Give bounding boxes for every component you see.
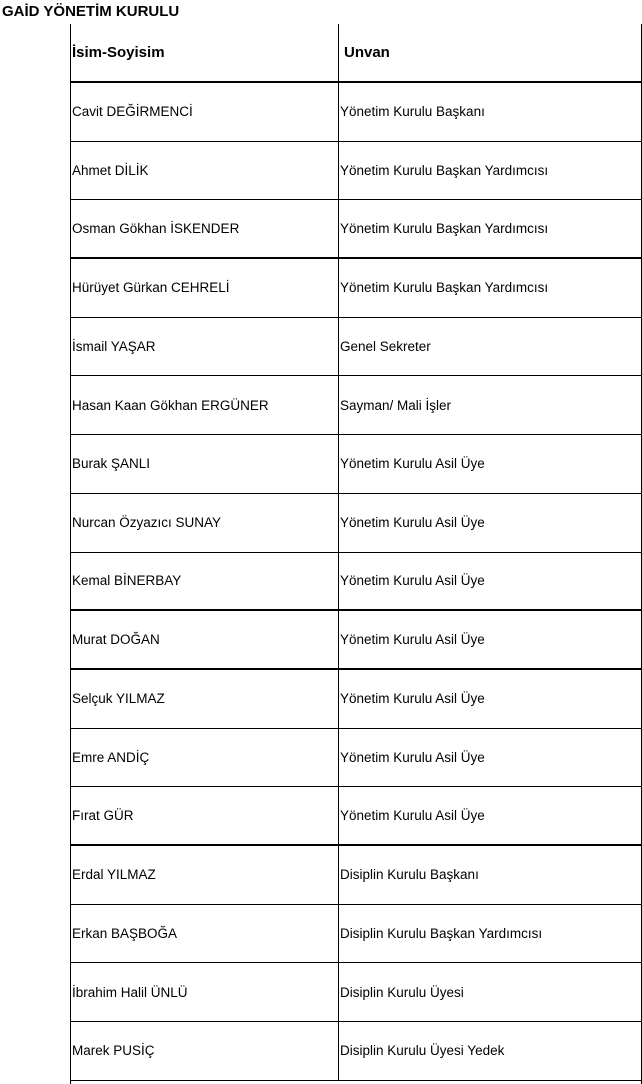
member-title: Yönetim Kurulu Asil Üye	[340, 691, 485, 707]
member-name: İsmail YAŞAR	[72, 339, 156, 355]
member-title: Disiplin Kurulu Başkanı	[340, 867, 479, 883]
column-divider	[338, 670, 339, 728]
table-row	[71, 376, 642, 435]
document-title: GAİD YÖNETİM KURULU	[2, 3, 180, 20]
member-title: Disiplin Kurulu Üyesi Yedek	[340, 1043, 505, 1059]
member-title: Yönetim Kurulu Başkanı	[340, 104, 485, 120]
table-row	[71, 729, 642, 788]
table-row	[71, 200, 642, 259]
member-name: Fırat GÜR	[72, 808, 134, 824]
column-divider	[338, 729, 339, 787]
column-divider	[338, 494, 339, 552]
table-row	[71, 670, 642, 729]
header-name: İsim-Soyisim	[72, 44, 165, 61]
column-divider	[338, 200, 339, 257]
member-name: Marek PUSİÇ	[72, 1043, 155, 1059]
column-divider	[338, 376, 339, 434]
column-divider	[338, 142, 339, 200]
table-row	[71, 259, 642, 318]
member-title: Sayman/ Mali İşler	[340, 397, 452, 413]
member-name: Hasan Kaan Gökhan ERGÜNER	[72, 397, 269, 413]
table-row	[71, 83, 642, 142]
member-title: Yönetim Kurulu Asil Üye	[340, 808, 485, 824]
member-title: Yönetim Kurulu Başkan Yardımcısı	[340, 280, 549, 296]
table-row	[71, 1022, 642, 1081]
member-name: Emre ANDİÇ	[72, 749, 150, 765]
member-title: Yönetim Kurulu Asil Üye	[340, 573, 485, 589]
member-title: Yönetim Kurulu Başkan Yardımcısı	[340, 221, 549, 237]
column-divider	[338, 435, 339, 493]
member-name: Erkan BAŞBOĞA	[72, 925, 178, 941]
column-divider	[338, 318, 339, 376]
column-divider	[338, 905, 339, 963]
member-name: Hürüyet Gürkan CEHRELİ	[72, 280, 230, 296]
table-row	[71, 435, 642, 494]
column-divider	[338, 83, 339, 141]
column-divider	[338, 787, 339, 844]
table-row	[71, 611, 642, 670]
member-title: Yönetim Kurulu Asil Üye	[340, 515, 485, 531]
member-name: Erdal YILMAZ	[72, 867, 156, 883]
header-title: Unvan	[344, 44, 390, 61]
member-title: Disiplin Kurulu Başkan Yardımcısı	[340, 925, 543, 941]
member-name: Burak ŞANLI	[72, 456, 151, 472]
member-name: Cavit DEĞİRMENCİ	[72, 104, 193, 120]
column-divider	[338, 259, 339, 317]
member-name: Murat DOĞAN	[72, 632, 160, 648]
table-header-row	[71, 24, 642, 83]
member-title: Yönetim Kurulu Başkan Yardımcısı	[340, 163, 549, 179]
member-title: Yönetim Kurulu Asil Üye	[340, 456, 485, 472]
member-name: Ahmet DİLİK	[72, 163, 149, 179]
table-row	[71, 963, 642, 1022]
member-title: Yönetim Kurulu Asil Üye	[340, 632, 485, 648]
member-title: Yönetim Kurulu Asil Üye	[340, 749, 485, 765]
table-row	[71, 318, 642, 377]
column-divider	[338, 611, 339, 668]
column-divider	[338, 553, 339, 610]
column-divider	[338, 24, 339, 81]
table-row	[71, 905, 642, 964]
member-name: Selçuk YILMAZ	[72, 691, 165, 707]
column-divider	[338, 846, 339, 904]
board-members-table	[70, 24, 642, 1084]
table-row	[71, 142, 642, 201]
member-name: Nurcan Özyazıcı SUNAY	[72, 515, 222, 531]
member-name: Kemal BİNERBAY	[72, 573, 182, 589]
table-row	[71, 846, 642, 905]
member-title: Genel Sekreter	[340, 339, 431, 355]
member-name: Osman Gökhan İSKENDER	[72, 221, 240, 237]
table-row	[71, 494, 642, 553]
member-name: İbrahim Halil ÜNLÜ	[72, 984, 188, 1000]
column-divider	[338, 1022, 339, 1080]
member-title: Disiplin Kurulu Üyesi	[340, 984, 464, 1000]
table-row	[71, 787, 642, 846]
column-divider	[338, 963, 339, 1021]
table-row	[71, 553, 642, 612]
